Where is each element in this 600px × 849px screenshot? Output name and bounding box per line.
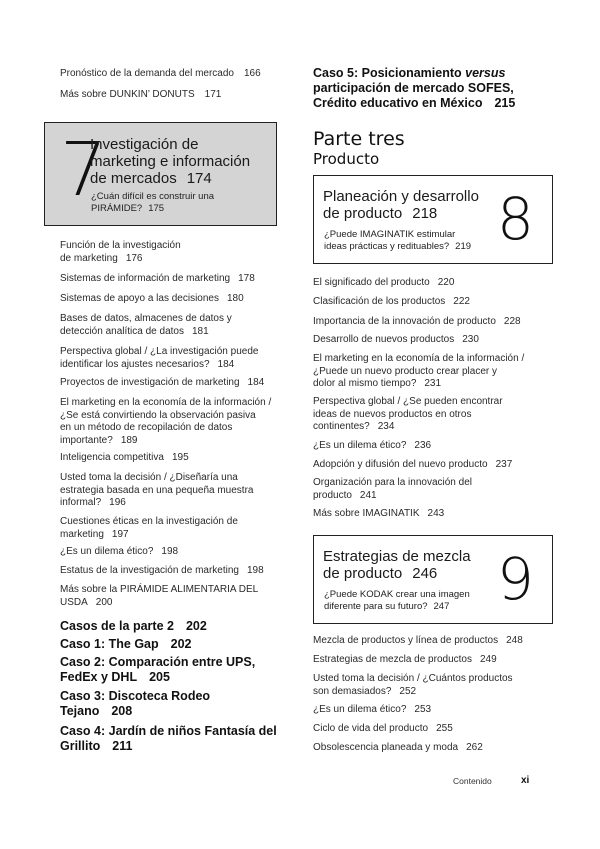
- toc-entry: Pronóstico de la demanda del mercado 166: [60, 68, 261, 79]
- toc-entry: Función de la investigación de marketing 176: [60, 240, 181, 264]
- chapter-subtitle: ¿Puede IMAGINATIK estimular ideas prácticas y redituables? 219: [324, 229, 472, 252]
- footer-label: Contenido: [453, 776, 492, 786]
- toc-entry: Cuestiones éticas en la investigación de marketing 197: [60, 516, 238, 540]
- toc-entry: Organización para la innovación del producto 241: [313, 477, 472, 501]
- toc-entry: Estatus de la investigación de marketing 198: [60, 565, 264, 576]
- toc-entry: El marketing en la economía de la información / ¿Puede un nuevo producto crear placer y dolor al mismo tiempo? 231: [313, 353, 525, 389]
- case-entry: Caso 4: Jardín de niños Fantasía del Grillito 211: [60, 724, 277, 753]
- chapter-number: 8: [497, 185, 534, 253]
- page-number: xi: [521, 775, 530, 786]
- toc-entry: ¿Es un dilema ético? 236: [313, 440, 432, 451]
- toc-entry: Más sobre DUNKIN’ DONUTS 171: [60, 89, 222, 100]
- toc-entry: Más sobre la PIRÁMIDE ALIMENTARIA DEL USDA 200: [60, 584, 259, 608]
- chapter-title: Investigación de marketing e información de mercados 174: [90, 136, 251, 187]
- toc-entry: ¿Es un dilema ético? 198: [60, 546, 179, 557]
- toc-entry: Inteligencia competitiva 195: [60, 452, 189, 463]
- chapter-title: Planeación y desarrollo de producto 218: [323, 188, 479, 222]
- chapter-number: 7: [60, 127, 108, 213]
- toc-entry: Perspectiva global / ¿La investigación puede identificar los ajustes necesarios? 184: [60, 346, 259, 370]
- case-entry: Casos de la parte 2 202: [60, 619, 207, 633]
- case-entry: Caso 5: Posicionamiento versus participación de mercado SOFES, Crédito educativo en México 215: [313, 66, 516, 110]
- case-entry: Caso 3: Discoteca Rodeo Tejano 208: [60, 689, 211, 718]
- toc-entry: Sistemas de apoyo a las decisiones 180: [60, 293, 244, 304]
- chapter-title: Estrategias de mezcla de producto 246: [323, 548, 471, 582]
- chapter-subtitle: ¿Puede KODAK crear una imagen diferente para su futuro? 247: [324, 589, 470, 612]
- case-entry: Caso 2: Comparación entre UPS, FedEx y DHL 205: [60, 655, 256, 684]
- toc-entry: ¿Es un dilema ético? 253: [313, 704, 432, 715]
- case-entry: Caso 1: The Gap 202: [60, 637, 192, 651]
- toc-entry: Importancia de la innovación de producto 228: [313, 316, 521, 327]
- toc-entry: Perspectiva global / ¿Se pueden encontrar ideas de nuevos productos en otros continentes? 234: [313, 396, 503, 432]
- toc-entry: Bases de datos, almacenes de datos y detección analítica de datos 181: [60, 313, 232, 337]
- toc-entry: Adopción y difusión del nuevo producto 237: [313, 459, 513, 470]
- part-title: Producto: [313, 150, 380, 168]
- toc-entry: Estrategias de mezcla de productos 249: [313, 654, 497, 665]
- toc-entry: Más sobre IMAGINATIK 243: [313, 508, 445, 519]
- toc-entry: El significado del producto 220: [313, 277, 455, 288]
- toc-entry: Sistemas de información de marketing 178: [60, 273, 255, 284]
- toc-entry: Usted toma la decisión / ¿Diseñaría una estrategia basada en una pequeña muestra informal? 196: [60, 472, 254, 508]
- toc-entry: Ciclo de vida del producto 255: [313, 723, 453, 734]
- toc-entry: Obsolescencia planeada y moda 262: [313, 742, 483, 753]
- part-label: Parte tres: [313, 128, 405, 150]
- toc-entry: Usted toma la decisión / ¿Cuántos productos son demasiados? 252: [313, 673, 513, 697]
- toc-entry: Proyectos de investigación de marketing 184: [60, 377, 265, 388]
- toc-entry: Mezcla de productos y línea de productos 248: [313, 635, 523, 646]
- toc-entry: Clasificación de los productos 222: [313, 296, 470, 307]
- chapter-subtitle: ¿Cuán difícil es construir una PIRÁMIDE? 175: [91, 191, 215, 214]
- toc-entry: Desarrollo de nuevos productos 230: [313, 334, 479, 345]
- chapter-number: 9: [497, 545, 534, 613]
- toc-entry: El marketing en la economía de la información / ¿Se está convirtiendo la observación pasiva en un método de recopilación de datos importante? 189: [60, 397, 272, 446]
